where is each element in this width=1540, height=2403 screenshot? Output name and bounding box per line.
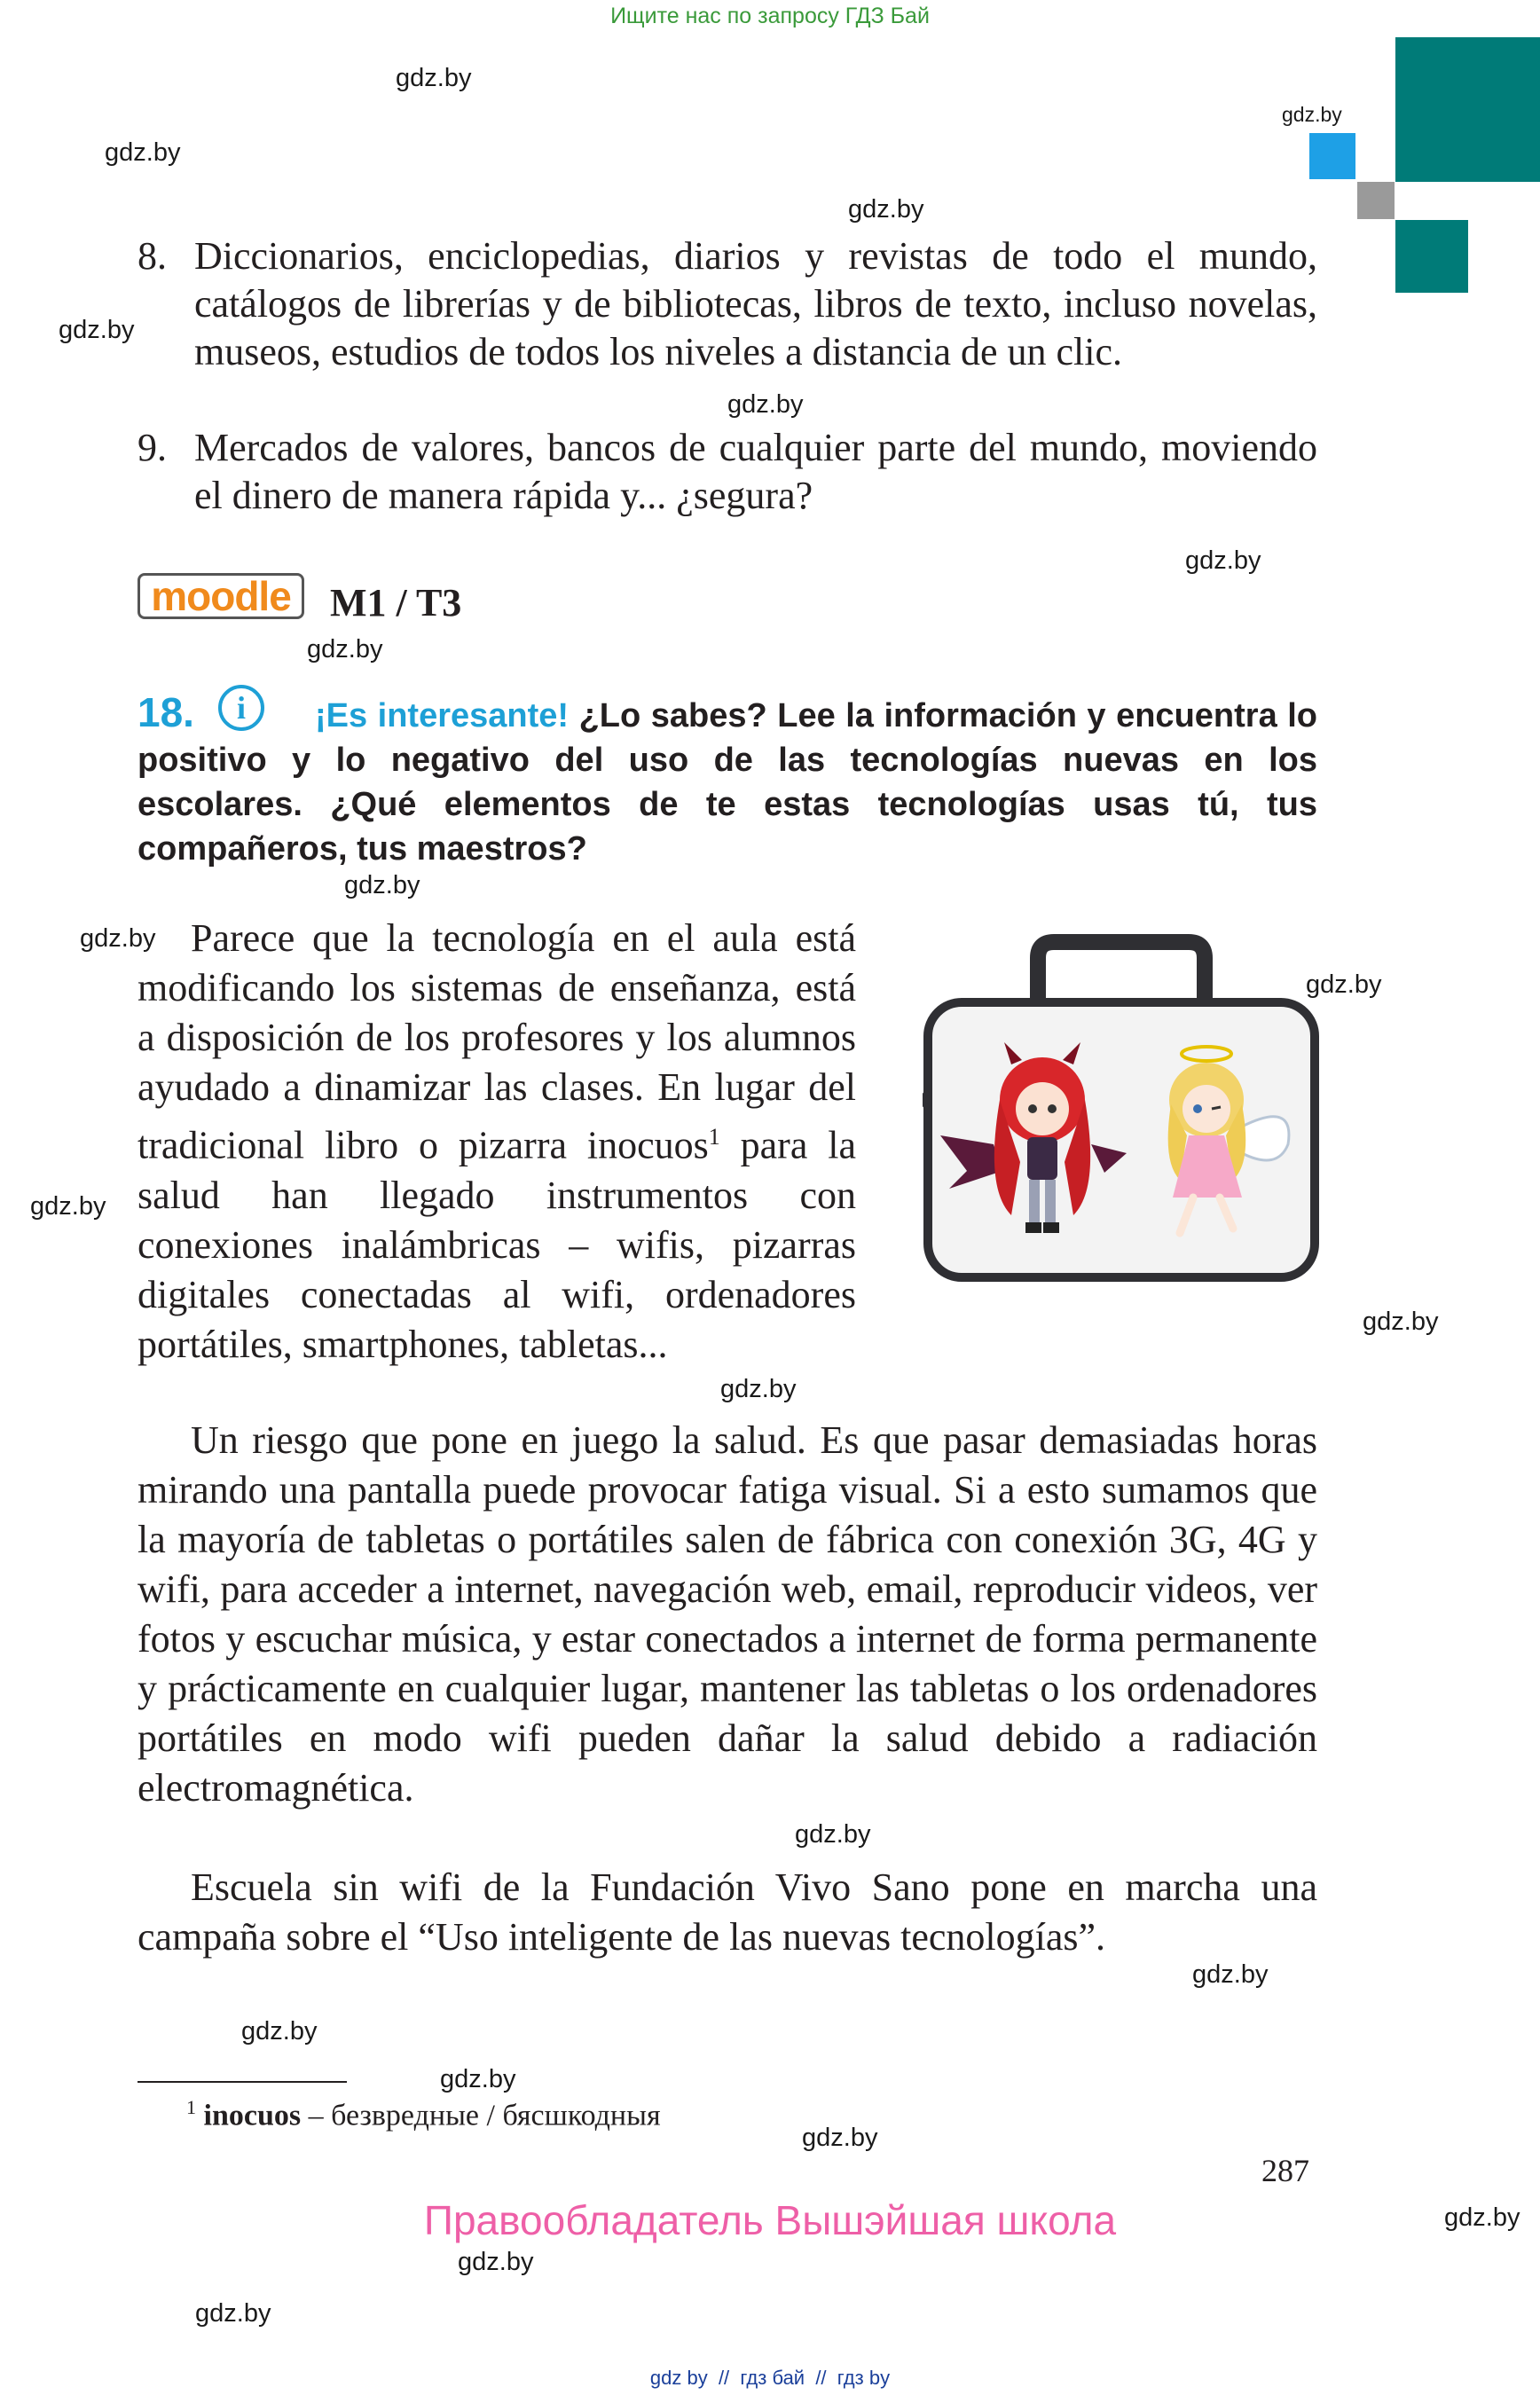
paragraph-2-text: Un riesgo que pone en juego la salud. Es que pasar demasiadas horas mirando una pantalla puede provocar fatiga visual. Si a esto sumamos que la mayoría de tabletas o portátiles salen de fábrica con conexión 3G, 4G y wifi, para acceder a internet, navegación web, email, reproducir videos, ver fotos y escuchar música, y estar conectados a internet de forma permanente y prácticamente en cualquier lugar, mantener las tabletas o los ordenadores portátiles en modo wifi pueden dañar la salud debido a radiación electromagnética. — [138, 1418, 1317, 1810]
info-icon: i — [218, 685, 264, 731]
moodle-code: M1 / T3 — [330, 581, 462, 624]
list-text: Mercados de valores, bancos de cualquier parte del mundo, moviendo el dinero de manera rápida y... ¿segura? — [194, 426, 1317, 517]
watermark: gdz.by — [1444, 2203, 1520, 2232]
watermark: gdz.by — [344, 871, 420, 899]
list-number: 8. — [138, 234, 167, 278]
footnote-term: inocuos — [203, 2099, 302, 2132]
footnote-mark: 1 — [186, 2096, 196, 2118]
watermark: gdz.by — [727, 390, 804, 419]
footnote-text: – безвредные / бясшкодныя — [301, 2099, 661, 2132]
page-number: 287 — [1261, 2153, 1309, 2188]
watermark: gdz.by — [720, 1375, 797, 1403]
watermark: gdz.by — [80, 924, 156, 953]
exercise-number: 18. — [138, 689, 194, 735]
decor-square-gray — [1357, 182, 1395, 219]
watermark: gdz.by — [1192, 1960, 1269, 1989]
decor-square-teal-large — [1395, 37, 1540, 182]
paragraph-2 — [138, 1416, 1317, 1813]
watermark: gdz.by — [802, 2124, 878, 2152]
paragraph-1-text-a: Parece que la tecnología en el aula está modificando los sistemas de enseñanza, está a disposición de los profesores y los alumnos ayudado a dinamizar las clases. En lugar del tradicional libro o pizarra inocuos — [138, 916, 856, 1167]
watermark: gdz.by — [848, 195, 924, 224]
moodle-logo: moodle — [138, 573, 304, 619]
watermark: gdz.by — [307, 635, 383, 664]
list-number: 9. — [138, 426, 167, 469]
watermark: gdz.by — [241, 2017, 318, 2046]
paragraph-3 — [138, 1863, 1317, 1962]
list-item-8 — [138, 232, 1317, 376]
watermark: gdz.by — [795, 1820, 871, 1849]
laptop-bag-illustration — [923, 931, 1320, 1286]
watermark: gdz.by — [1363, 1308, 1439, 1336]
list-item-9 — [138, 424, 1317, 520]
watermark: gdz.by — [1185, 546, 1261, 575]
decor-square-teal-small — [1395, 220, 1468, 293]
decor-square-blue — [1309, 133, 1355, 179]
bottom-links[interactable]: gdz by // гдз бай // гдз by — [649, 2367, 891, 2389]
top-banner: Ищите нас по запросу ГДЗ Бай — [610, 4, 930, 28]
footnote — [186, 2088, 661, 2135]
watermark: gdz.by — [30, 1192, 106, 1221]
watermark: gdz.by — [59, 316, 135, 344]
paragraph-3-text: Escuela sin wifi de la Fundación Vivo Sano pone en marcha una campaña sobre el “Uso inteligente de las nuevas tecnologías”. — [138, 1865, 1317, 1959]
watermark: gdz.by — [105, 138, 181, 167]
footnote-divider — [138, 2081, 347, 2083]
watermark: gdz.by — [1282, 103, 1342, 126]
exercise-highlight: ¡Es interesante! — [315, 697, 570, 734]
watermark: gdz.by — [396, 64, 472, 92]
exercise-instructions: ¿Lo sabes? Lee la información y encuentra lo positivo y lo negativo del uso de las tecnologías nuevas en los escolares. ¿Qué elementos de te estas tecnologías usas tú, tus compañeros, tus maestros? — [138, 697, 1317, 868]
watermark: gdz.by — [195, 2299, 271, 2328]
watermark: gdz.by — [440, 2065, 516, 2093]
footnote-ref: 1 — [708, 1124, 720, 1150]
watermark: gdz.by — [458, 2248, 534, 2276]
list-text: Diccionarios, enciclopedias, diarios y revistas de todo el mundo, catálogos de librerías y de bibliotecas, libros de texto, incluso novelas, museos, estudios de todos los niveles a distancia de un clic. — [194, 234, 1317, 373]
copyright-notice: Правообладатель Вышэйшая школа — [423, 2197, 1117, 2243]
watermark: gdz.by — [1306, 970, 1382, 999]
paragraph-1-text-b: para la salud han llegado instrumentos con conexiones inalámbricas – wifis, pizarras digitales conectadas al wifi, ordenadores portátiles, smartphones, tabletas... — [138, 1123, 856, 1366]
exercise-task — [138, 694, 1317, 871]
